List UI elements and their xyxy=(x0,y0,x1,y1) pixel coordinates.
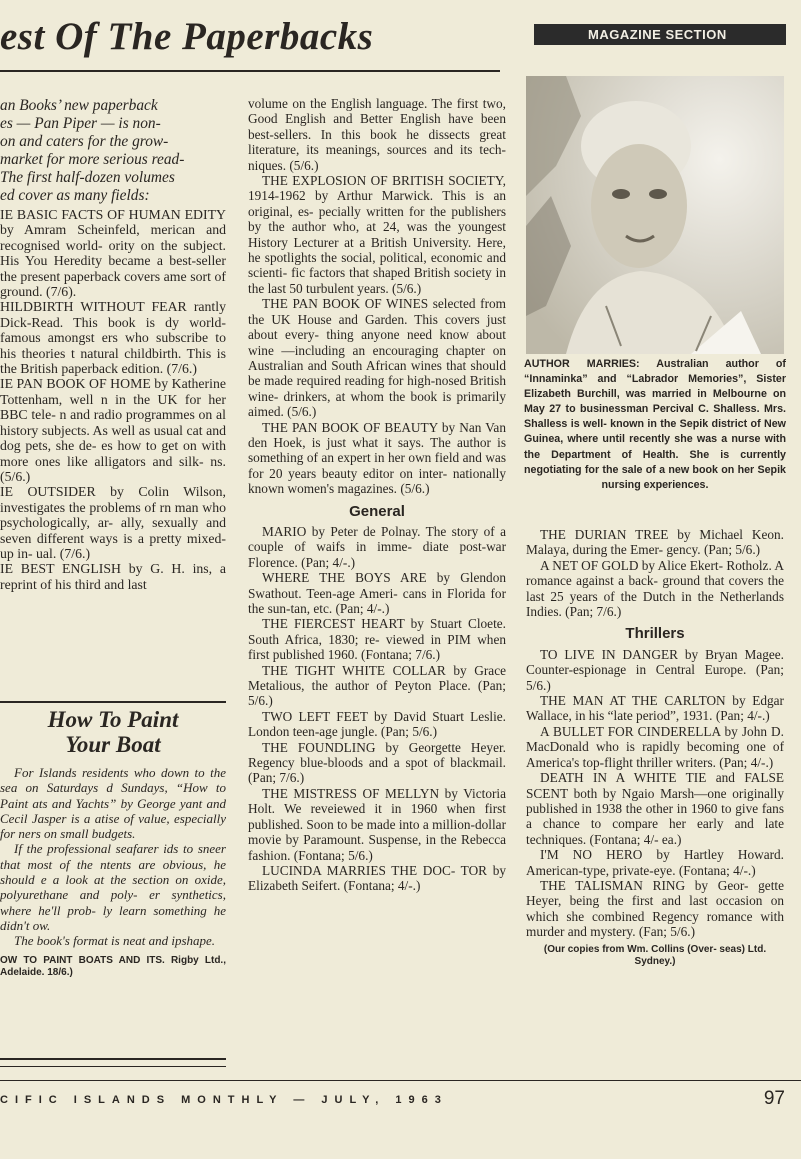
book-entry: IE PAN BOOK OF HOME by Katherine Tottenham, well n in the UK for her BBC tele- n and radio programmes on al history subjects. As well as usual cat and dog pets, she de- es how to get on with more ones like alligators and silk- ns. (5/6.) xyxy=(0,376,226,484)
book-entry: THE PAN BOOK OF BEAUTY by Nan Van den Hoek, is just what it says. The author is something of an expert in her own field and was for 20 years beauty editor on inter- nationally known women's magazines. (5/6.) xyxy=(248,419,506,497)
publisher-credit: (Our copies from Wm. Collins (Over- seas) Ltd. Sydney.) xyxy=(543,943,767,967)
magazine-section-banner: MAGAZINE SECTION xyxy=(534,24,786,45)
section-heading-general: General xyxy=(349,502,405,520)
left-column xyxy=(0,97,226,592)
book-entry: THE FOUNDLING by Georgette Heyer. Regency blue-bloods and a spot of blackmail. (Pan; 7/6.) xyxy=(248,739,506,786)
book-entry: A BULLET FOR CINDERELLA by John D. MacDonald who is rapidly becoming one of America's top-flight thriller writers. (Pan; 4/-.) xyxy=(526,723,784,770)
book-entry: DEATH IN A WHITE TIE and FALSE SCENT both by Ngaio Marsh—one originally published in 1938 the other in 1960 to give fans a chance to compare her early and late techniques. (Fontana; 4/- ea.) xyxy=(526,770,784,847)
intro-line: The first half-dozen volumes xyxy=(0,169,175,186)
box-body xyxy=(0,765,226,949)
book-entry: THE MISTRESS OF MELLYN by Victoria Holt. We reveiewed it in 1960 when first published. Soon to be made into a million-dollar movie by Paramount. Suspense, in the Rebecca fashion. (Fontana; 5/6.) xyxy=(248,785,506,863)
middle-column xyxy=(248,96,506,1076)
book-entry: THE PAN BOOK OF WINES selected from the UK House and Garden. This covers just about every- thing anyone need know about wine —including an encouraging chapter on Australian and South African wines that should be made required reading for high-nosed British wine- drinkers, at whom the book is primarily aimed. (5/6.) xyxy=(248,296,506,420)
box-credit: OW TO PAINT BOATS AND ITS. Rigby Ltd., Adelaide. 18/6.) xyxy=(0,954,226,978)
book-entry: TO LIVE IN DANGER by Bryan Magee. Counter-espionage in Central Europe. (Pan; 5/6.) xyxy=(526,646,784,693)
book-entry: IE BASIC FACTS OF HUMAN EDITY by Amram Scheinfeld, merican and recognised world- ority on the subject. His You Heredity became a best-seller the present paperback covers ame sort of ground. (7/6). xyxy=(0,207,226,300)
book-entry: LUCINDA MARRIES THE DOC- TOR by Elizabeth Seifert. (Fontana; 4/-.) xyxy=(248,862,506,894)
footer-magazine-name: CIFIC ISLANDS MONTHLY — JULY, 1963 xyxy=(0,1094,448,1106)
intro-line: an Books’ new paperback xyxy=(0,97,158,114)
intro-line: on and caters for the grow- xyxy=(0,133,169,150)
book-entry: IE OUTSIDER by Colin Wilson, investigates the problems of rn man who psychologically, ar- ally, sexually and seven different ways is a pretty mixed-up in- ual. (7/6.) xyxy=(0,484,226,561)
box-paragraph: For Islands residents who down to the sea on Saturdays d Sundays, “How to Paint ats and Yachts” by George yant and Cecil Jasper is a atise of value, especially for ners on small budgets. xyxy=(0,765,226,842)
page-headline: est Of The Paperbacks xyxy=(0,15,374,58)
book-entry: THE TALISMAN RING by Geor- gette Heyer, being the first and last occasion on which she combined Regency romance with murder and mystery. (Fan; 5/6.) xyxy=(526,877,784,940)
book-entry: TWO LEFT FEET by David Stuart Leslie. London teen-age jungle. (Pan; 5/6.) xyxy=(248,708,506,740)
book-entry: IE BEST ENGLISH by G. H. ins, a reprint of his third and last xyxy=(0,561,226,592)
book-entry: WHERE THE BOYS ARE by Glendon Swathout. Teen-age Ameri- cans in Florida for the sun-tan, etc. (Pan; 4/-.) xyxy=(248,570,506,616)
author-portrait-illustration xyxy=(526,76,784,354)
book-entry: THE EXPLOSION OF BRITISH SOCIETY, 1914-1962 by Arthur Marwick. This is an original, es- pecially written for the publishers by the author who, at 24, was the youngest History Lecturer at a British University. Here, he spotlights the social, political, economic and scienti- fic factors that shaped British society in the last 50 turbulent years. (5/6.) xyxy=(248,173,506,296)
boat-book-box xyxy=(0,707,226,1052)
intro-line: ed cover as many fields: xyxy=(0,187,150,204)
book-entry: volume on the English language. The first two, Good English and Better English have been best-sellers. In this book he dissects great literature, its meanings, sources and its tech- niques. (5/6.) xyxy=(248,96,506,173)
box-paragraph: If the professional seafarer ids to sneer that most of the ntents are obvious, he should e a look at the section on oxide, polyurethane and poly- er synthetics, where he'll prob- ly learn something he didn't ow. xyxy=(0,841,226,933)
box-top-rule xyxy=(0,701,226,703)
photo-caption: AUTHOR MARRIES: Australian author of “Innaminka” and “Labrador Memories”, Sister Elizabeth Burchill, was married in Melbourne on May 27 to businessman Percival C. Shalless. Mrs. Shalless is well- known in the Sepik district of New Guinea, where until recently she was a nurse with the Department of Health. She is currently negotiating for the sale of a new book on her Sepik nursing experiences. xyxy=(524,358,786,491)
author-photo xyxy=(526,76,784,354)
box-bottom-rule xyxy=(0,1058,226,1060)
headline-rule xyxy=(0,70,500,72)
footer-rule xyxy=(0,1080,801,1081)
page-footer xyxy=(0,1088,801,1114)
box-bottom-rule-thin xyxy=(0,1066,226,1067)
book-entry: HILDBIRTH WITHOUT FEAR rantly Dick-Read. This book is dy world-famous amongst ers who subscribe to his theories t natural childbirth. This is the British paperback edition. (7/6.) xyxy=(0,299,226,377)
box-title-line: How To Paint xyxy=(47,707,179,732)
book-entry: THE TIGHT WHITE COLLAR by Grace Metalious, the author of Peyton Place. (Pan; 5/6.) xyxy=(248,662,506,709)
right-column xyxy=(526,527,784,1082)
section-heading-thrillers: Thrillers xyxy=(625,625,685,643)
page-number: 97 xyxy=(763,1088,785,1109)
book-entry: I'M NO HERO by Hartley Howard. American-type, private-eye. (Fontana; 4/-.) xyxy=(526,847,784,878)
intro-line: es — Pan Piper — is non- xyxy=(0,115,161,132)
book-entry: THE MAN AT THE CARLTON by Edgar Wallace, in his “late period”, 1931. (Pan; 4/-.) xyxy=(526,693,784,724)
book-entry: THE DURIAN TREE by Michael Keon. Malaya, during the Emer- gency. (Pan; 5/6.) xyxy=(526,527,784,558)
box-paragraph: The book's format is neat and ipshape. xyxy=(14,933,216,949)
book-entry: THE FIERCEST HEART by Stuart Cloete. South Africa, 1830; re- viewed in PIM when first published 1960. (Fontana; 7/6.) xyxy=(248,616,506,663)
left-intro xyxy=(0,97,226,205)
box-title-line: Your Boat xyxy=(65,732,161,757)
intro-line: market for more serious read- xyxy=(0,151,185,168)
book-entry: MARIO by Peter de Polnay. The story of a couple of waifs in imme- diate post-war Florence. (Pan; 4/-.) xyxy=(248,523,506,570)
book-entry: A NET OF GOLD by Alice Ekert- Rotholz. A romance against a back- ground that covers the last 25 years of the Dutch in the Netherlands Indies. (Pan; 7/6.) xyxy=(526,557,784,620)
